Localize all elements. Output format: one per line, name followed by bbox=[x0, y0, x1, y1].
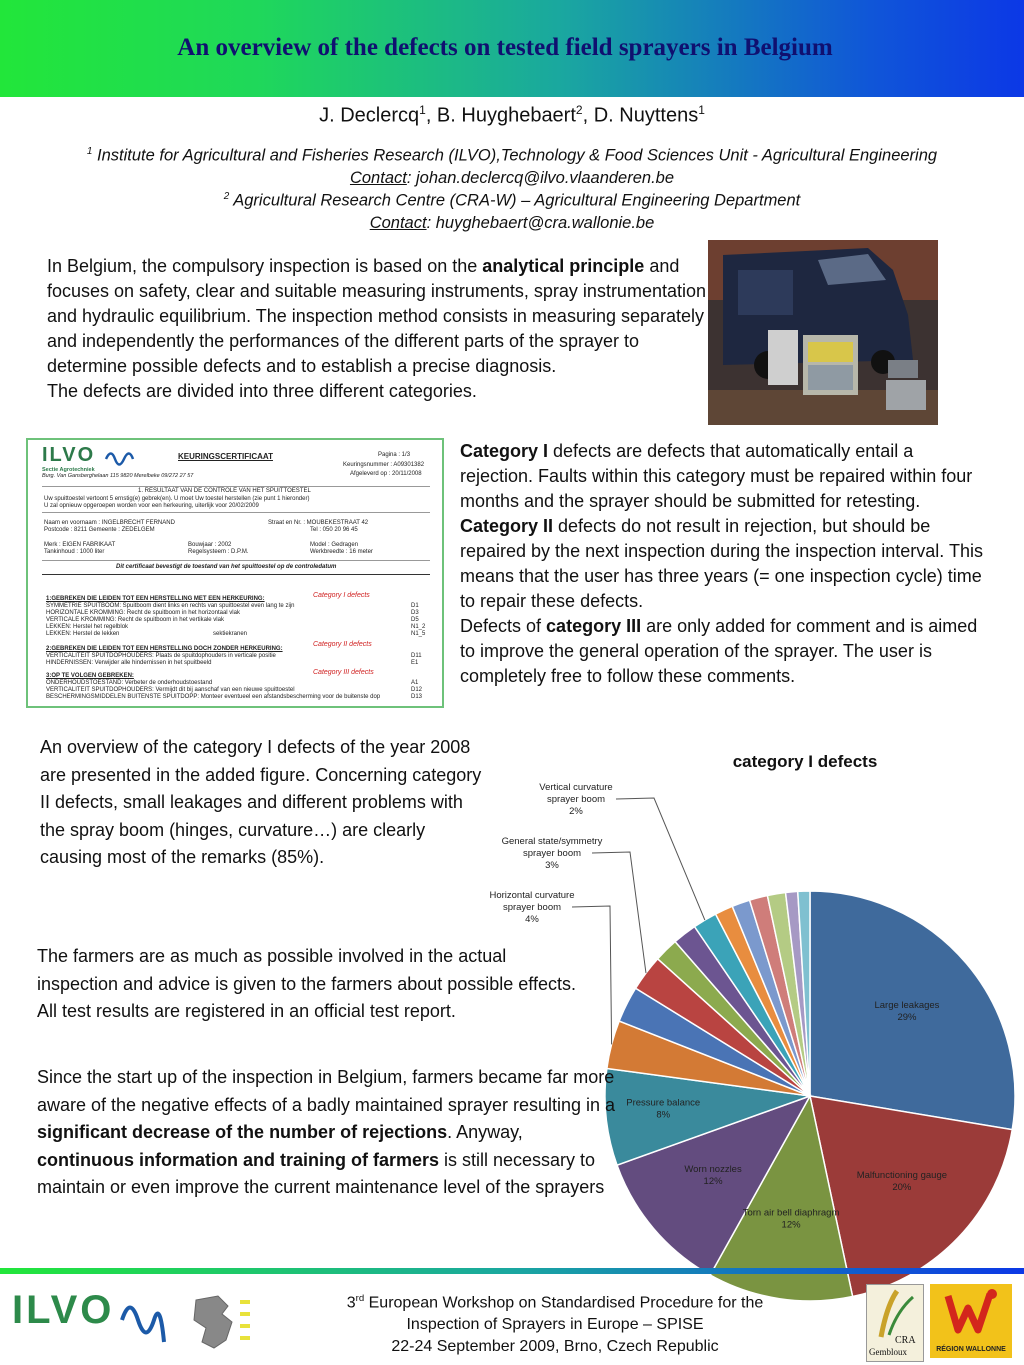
pie-label-1: Malfunctioning gauge 20% bbox=[856, 1169, 948, 1193]
pie-label-7: General state/symmetry sprayer boom 3% bbox=[501, 836, 603, 871]
ilvo-logo: ILVO bbox=[12, 1288, 115, 1332]
region-wallonne-logo: RÉGION WALLONNE bbox=[930, 1284, 1012, 1358]
farmers-text-2: Since the start up of the inspection in Belgium, farmers became far more aware of the negative effects of a badly maintained sprayer resulting in a significant decrease of the number of rejections. Anyway, continuous information and training of farmers is still necessary to maintain or even improve the current maintenance level of the sprayers bbox=[37, 1067, 616, 1197]
farmers-text-1: The farmers are as much as possible involved in the actual inspection and advice is given to the farmers about possible effects. All test results are registered in an official test report. bbox=[37, 946, 576, 1021]
overview-text: An overview of the category I defects of the year 2008 are presented in the added figure. Concerning category II defects, small leakages and different problems with the spray boom (hinges, curvature…) are clearly causing most of the remarks (85%). bbox=[40, 737, 482, 867]
pie-label-2: Torn air bell diaphragm 12% bbox=[742, 1207, 840, 1231]
workshop-info: 3rd European Workshop on Standardised Procedure for the Inspection of Sprayers in Europe – SPISE 22-24 September 2009, Brno, Czech Republic bbox=[346, 1293, 764, 1356]
categories-text: Category I defects are defects that automatically entail a rejection. Faults within this category must be repaired within four months and the sprayer should be submitted for retesting. Category II defects do not result in rejection, but should be repaired by the next inspection during the inspection interval. This means that the user has three years (= one inspection cycle) time to repair these defects. Defects of category III are only added for comment and is aimed to improve the general operation of the sprayer. The user is completely free to follow these comments. bbox=[460, 441, 983, 686]
author-1: J. Declercq bbox=[319, 104, 420, 127]
pie-label-0: Large leakages 29% bbox=[874, 999, 940, 1023]
cert-wave-icon bbox=[106, 446, 136, 472]
pie-leader-5 bbox=[572, 906, 612, 1044]
intro-text: In Belgium, the compulsory inspection is based on the analytical principle and focuses on safety, clear and suitable measuring instruments, spray instrumentation and hydraulic equilibrium. The inspection method consists in measuring separately and independently the performances of the different parts of the sprayer to determine possible defects and to establish a precise diagnosis. The defects are divided into three different categories. bbox=[47, 256, 706, 401]
cert-ilvo-logo: ILVO bbox=[42, 444, 96, 466]
wallonie-rooster-icon bbox=[930, 1284, 1012, 1344]
affiliation-ilvo: $^1$ Institute for Agricultural and Fisheries Research (ILVO),Technology & Food Sciences Unit - Agricultural Engineering bbox=[86, 146, 938, 165]
pie-leader-7 bbox=[592, 852, 646, 973]
cra-gembloux-logo: CRA Gembloux bbox=[866, 1284, 924, 1362]
cert-category2-label: Category II defects bbox=[313, 641, 372, 648]
flemish-lion-icon bbox=[188, 1292, 258, 1354]
pie-label-10: Vertical curvature sprayer boom 2% bbox=[539, 782, 613, 817]
contact-cra: Contact: huyghebaert@cra.wallonie.be bbox=[369, 214, 655, 232]
poster-title: An overview of the defects on tested field sprayers in Belgium bbox=[177, 34, 833, 61]
inspection-certificate-image: ILVO Sectie Agrotechniek Burg. Van Gansberghelaan 115 9820 Merelbeke 09/272 27 57 KEURINGSCERTIFICAAT Pagina : 1/3 Keuringsnummer : A09301382 Afgeleverd op : 20/11/2008 1. RESULTAAT VAN DE CONTROLE VAN HET SPUITTOESTEL Uw spuittoestel vertoont 5 ernstig(e) gebrek(en). U moet Uw toestel herstellen (zie punt 1 hieronder) U zal opnieuw opgeroepen worden voor een herkeuring, uiterlijk voor 20/02/2009 Naam en voornaam : INGELBRECHT FERNAND Postcode : 8211 Gemeente : ZEDELGEM Straat en Nr. : MOUBEKESTRAAT 42 Tel : 050 20 96 45 Merk : EIGEN FABRIKAAT Tankinhoud : 1000 liter Bouwjaar : 2002 Regelsysteem : D.P.M. Model : Gedragen Werkbreedte : 16 meter Dit certificaat bevestigt de toestand van het spuittoestel op de controledatum Category I defects 1:GEBREKEN DIE LEIDEN TOT EEN HERSTELLING MET EEN HERKEURING: SYMMETRIE SPUITBOOM: Spuitboom dient links en rechts van spuittoestel even lang te zijn HORIZONTALE KROMMING: Recht de spuitboom in het horizontaal vlak VERTICALE KROMMING: Recht de spuitboom in het vertikale vlak LEKKEN: Herstel het regelblok LEKKEN: Herstel de lekken sektiekranen Category II defects 2:GEBREKEN DIE LEIDEN TOT EEN HERSTELLING DOCH ZONDER HERKEURING: VERTICALITEIT SPUITDOPHOUDERS: Plaats de spuitdophouders in verticale positie HINDERNISSEN: Verwijder alle hindernissen in het spuitbeeld Category III defects 3:OP TE VOLGEN GEBREKEN: ONDERHOUDSTOESTAND: Verbeter de onderhoudstoestand VERTICALITEIT SPUITDOPHOUDERS: Vermijdt dit bij aanschaf van een nieuwe spuittoestel BESCHERMINGSMIDDELEN BUITENSTE SPUITDOPP: Monteer eventueel een afstandsbescherming voor de buitenste dop D1 D3 D5 N1_2 N1_5 D11 E1 A1 D12 D13 bbox=[26, 438, 444, 708]
author-2: , B. Huyghebaert bbox=[425, 104, 576, 127]
author-list: J. Declercq$^1$, B. Huyghebaert$^2$, D. Nuyttens$^1$ bbox=[319, 103, 705, 127]
van-illustration bbox=[708, 240, 938, 425]
pie-label-4: Pressure balance 8% bbox=[626, 1097, 701, 1121]
inspection-van-photo bbox=[708, 240, 938, 425]
pie-leader-10 bbox=[616, 798, 705, 920]
cert-category1-label: Category I defects bbox=[313, 592, 370, 599]
contact-ilvo: Contact: johan.declercq@ilvo.vlaanderen.be bbox=[349, 169, 675, 187]
affiliation-cra: $^2$ Agricultural Research Centre (CRA-W) – Agricultural Engineering Department bbox=[223, 191, 801, 210]
footer-divider bbox=[0, 1268, 1024, 1274]
cert-heading: KEURINGSCERTIFICAAT bbox=[178, 452, 273, 461]
author-3: , D. Nuyttens bbox=[582, 104, 699, 127]
wheat-icon bbox=[867, 1285, 923, 1339]
cert-category3-label: Category III defects bbox=[313, 669, 374, 676]
pie-label-5: Horizontal curvature sprayer boom 4% bbox=[489, 890, 575, 925]
ilvo-wave-icon bbox=[120, 1290, 180, 1350]
pie-label-3: Worn nozzles 12% bbox=[684, 1164, 742, 1188]
chart-title: category I defects bbox=[732, 752, 878, 771]
